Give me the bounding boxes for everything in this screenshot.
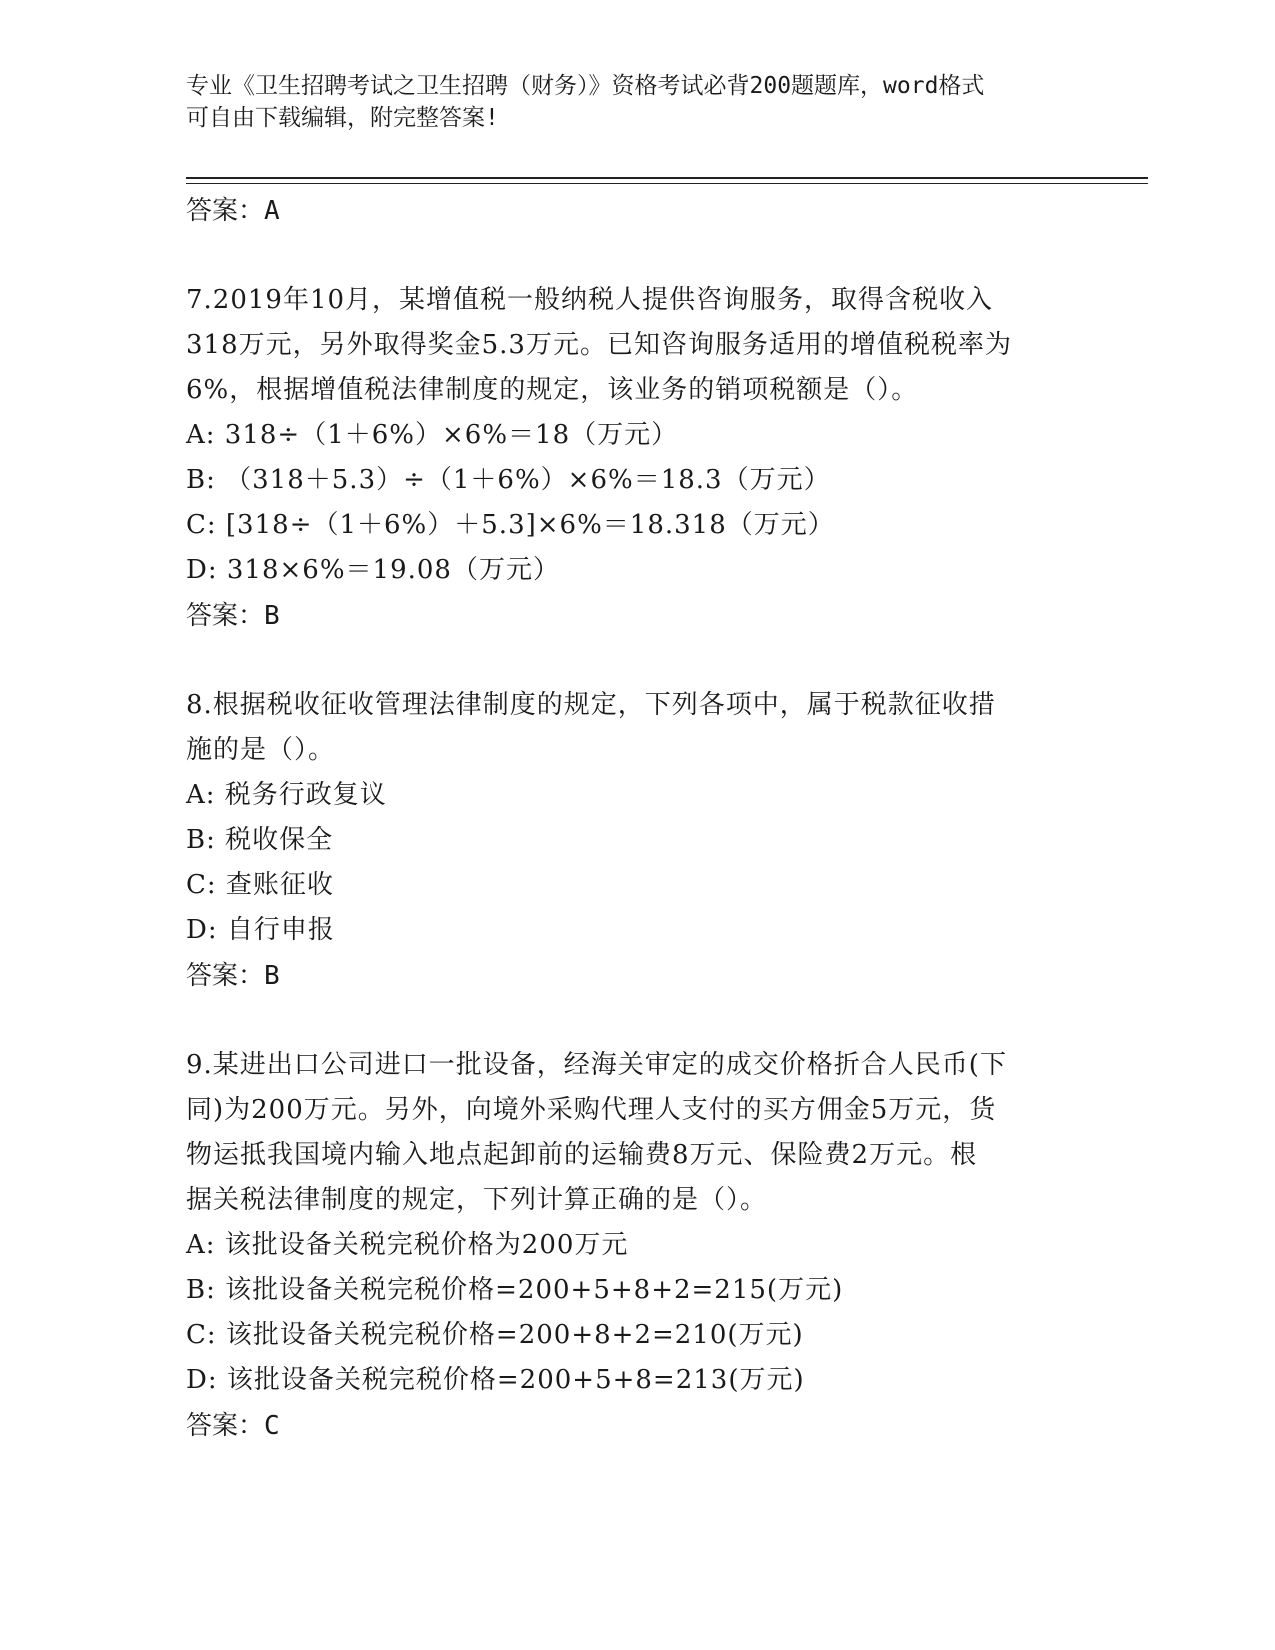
question-text-line: 8.根据税收征收管理法律制度的规定，下列各项中，属于税款征收措 bbox=[186, 690, 996, 720]
option-a: A: 318÷（1＋6%）×6%＝18（万元） bbox=[186, 420, 679, 450]
question-text-line: 318万元，另外取得奖金5.3万元。已知咨询服务适用的增值税税率为 bbox=[186, 330, 1012, 360]
question-text-line: 7.2019年10月，某增值税一般纳税人提供咨询服务，取得含税收入 bbox=[186, 285, 994, 315]
question-text-line: 物运抵我国境内输入地点起卸前的运输费8万元、保险费2万元。根 bbox=[186, 1140, 978, 1170]
question-8 bbox=[186, 683, 1086, 999]
header-line-1: 专业《卫生招聘考试之卫生招聘（财务）》资格考试必背200题题库，word格式 bbox=[186, 73, 985, 99]
question-text-line: 施的是（）。 bbox=[186, 735, 336, 765]
question-text-line: 9.某进出口公司进口一批设备，经海关审定的成交价格折合人民币(下 bbox=[186, 1050, 1007, 1080]
answer: 答案：B bbox=[186, 601, 280, 631]
page-header bbox=[186, 70, 1066, 134]
header-rule-thin bbox=[186, 183, 1148, 184]
option-b: B: （318＋5.3）÷（1＋6%）×6%＝18.3（万元） bbox=[186, 465, 831, 495]
question-text-line: 6%，根据增值税法律制度的规定，该业务的销项税额是（）。 bbox=[186, 375, 919, 405]
question-7 bbox=[186, 278, 1086, 639]
option-a: A: 税务行政复议 bbox=[186, 780, 387, 810]
option-d: D: 该批设备关税完税价格=200+5+8=213(万元) bbox=[186, 1365, 805, 1395]
option-c: C: 查账征收 bbox=[186, 870, 334, 900]
option-d: D: 318×6%＝19.08（万元） bbox=[186, 555, 560, 585]
option-c: C: 该批设备关税完税价格=200+8+2=210(万元) bbox=[186, 1320, 804, 1350]
option-c: C: [318÷（1＋6%）＋5.3]×6%＝18.318（万元） bbox=[186, 510, 835, 540]
answer: 答案：B bbox=[186, 961, 280, 991]
header-line-2: 可自由下载编辑，附完整答案! bbox=[186, 105, 499, 131]
answer: 答案：C bbox=[186, 1411, 280, 1441]
option-b: B: 该批设备关税完税价格=200+5+8+2=215(万元) bbox=[186, 1275, 844, 1305]
document-body bbox=[186, 188, 1086, 1449]
option-b: B: 税收保全 bbox=[186, 825, 334, 855]
question-text-line: 同)为200万元。另外，向境外采购代理人支付的买方佣金5万元，货 bbox=[186, 1095, 997, 1125]
header-rule-thick bbox=[186, 177, 1148, 179]
question-9 bbox=[186, 1043, 1086, 1449]
previous-answer: 答案：A bbox=[186, 196, 280, 226]
question-text-line: 据关税法律制度的规定，下列计算正确的是（）。 bbox=[186, 1185, 768, 1215]
option-d: D: 自行申报 bbox=[186, 915, 335, 945]
option-a: A: 该批设备关税完税价格为200万元 bbox=[186, 1230, 629, 1260]
